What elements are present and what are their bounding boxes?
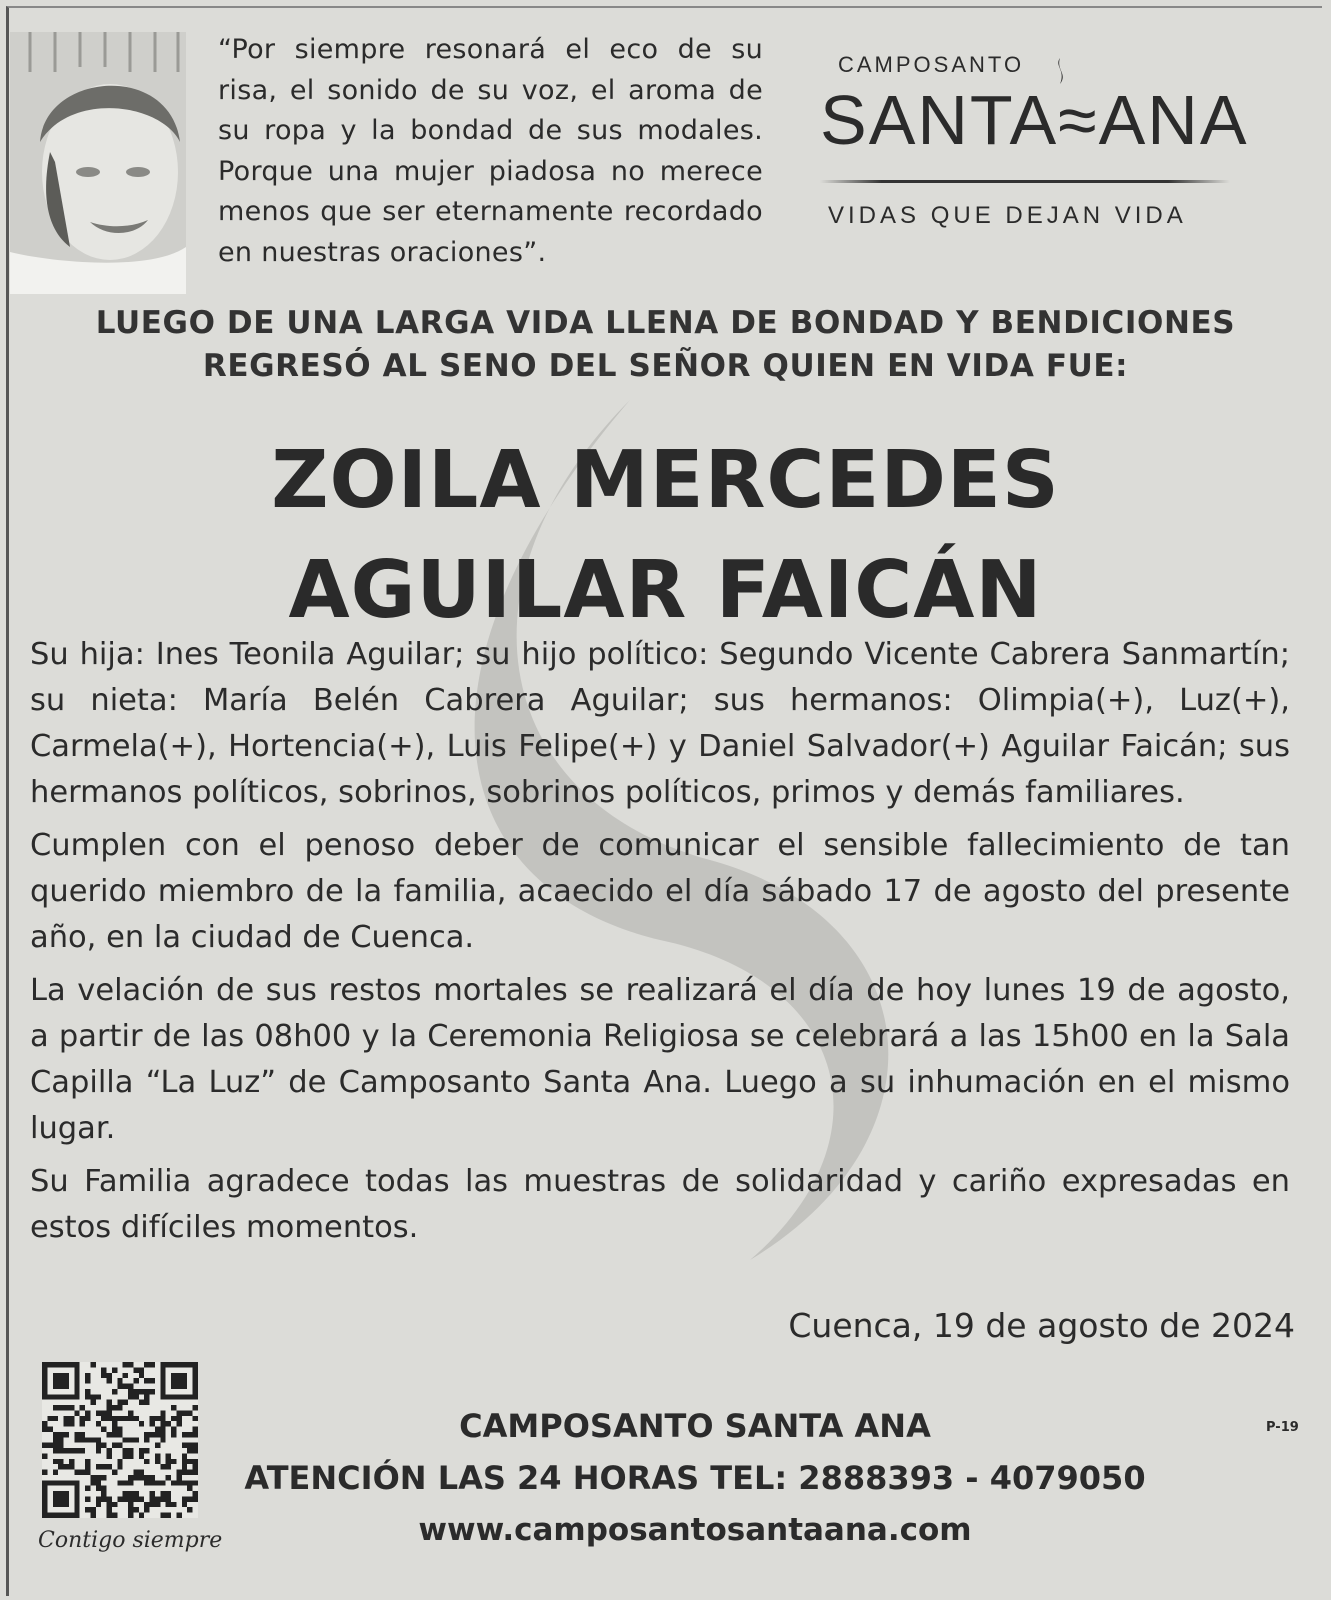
announcement-headline bbox=[0, 302, 1331, 388]
portrait-photo-icon bbox=[10, 32, 186, 294]
logo-tagline: VIDAS QUE DEJAN VIDA bbox=[828, 202, 1187, 229]
footer-website-link[interactable]: www.camposantosantaana.com bbox=[418, 1512, 972, 1548]
headline-line-1: LUEGO DE UNA LARGA VIDA LLENA DE BONDAD Y BENDICIONES bbox=[95, 305, 1236, 341]
funeral-home-footer bbox=[180, 1400, 1210, 1556]
logo-divider bbox=[820, 180, 1230, 183]
qr-caption: Contigo siempre bbox=[38, 1528, 223, 1553]
thanks-paragraph: Su Familia agradece todas las muestras de solidaridad y cariño expresadas en estos difíciles momentos. bbox=[30, 1164, 1290, 1245]
deceased-name bbox=[0, 425, 1331, 645]
notice-body bbox=[30, 632, 1290, 1258]
name-line-1: ZOILA MERCEDES bbox=[271, 434, 1060, 526]
announcement-paragraph: Cumplen con el penoso deber de comunicar el sensible fallecimiento de tan querido miembro de la familia, acaecido el día sábado 17 de agosto del presente año, en la ciudad de Cuenca. bbox=[30, 828, 1290, 955]
qr-code-icon[interactable] bbox=[42, 1362, 198, 1518]
name-line-2: AGUILAR FAICÁN bbox=[288, 544, 1043, 636]
page-reference: P-19 bbox=[1266, 1420, 1299, 1435]
footer-phone: ATENCIÓN LAS 24 HORAS TEL: 2888393 - 4079050 bbox=[244, 1459, 1146, 1497]
ceremony-paragraph: La velación de sus restos mortales se realizará el día de hoy lunes 19 de agosto, a partir de las 08h00 y la Ceremonia Religiosa se celebrará a las 15h00 en la Sala Capilla “La Luz” de Camposanto Santa Ana. Luego a su inhumación en el mismo lugar. bbox=[30, 973, 1290, 1146]
logo-small-text: CAMPOSANTO bbox=[838, 52, 1025, 77]
footer-company: CAMPOSANTO SANTA ANA bbox=[459, 1407, 931, 1445]
deceased-photo bbox=[10, 32, 186, 294]
logo-brand-name: SANTA≈ANA bbox=[820, 81, 1249, 159]
headline-line-2: REGRESÓ AL SENO DEL SEÑOR QUIEN EN VIDA FUE: bbox=[202, 348, 1129, 384]
notice-date: Cuenca, 19 de agosto de 2024 bbox=[788, 1306, 1295, 1345]
quote-text: “Por siempre resonará el eco de su risa, el sonido de su voz, el aroma de su ropa y la bondad de sus modales. Porque una mujer piadosa no merece menos que ser eternamente recordado en nuestras oraciones”. bbox=[218, 34, 763, 268]
camposanto-logo bbox=[820, 40, 1260, 250]
family-paragraph: Su hija: Ines Teonila Aguilar; su hijo político: Segundo Vicente Cabrera Sanmartín; su nieta: María Belén Cabrera Aguilar; sus hermanos: Olimpia(+), Luz(+), Carmela(+), Hortencia(+), Luis Felipe(+) y Daniel Salvador(+) Aguilar Faicán; sus hermanos políticos, sobrinos, sobrinos políticos, primos y demás familiares. bbox=[30, 637, 1290, 810]
memorial-quote bbox=[218, 30, 763, 273]
